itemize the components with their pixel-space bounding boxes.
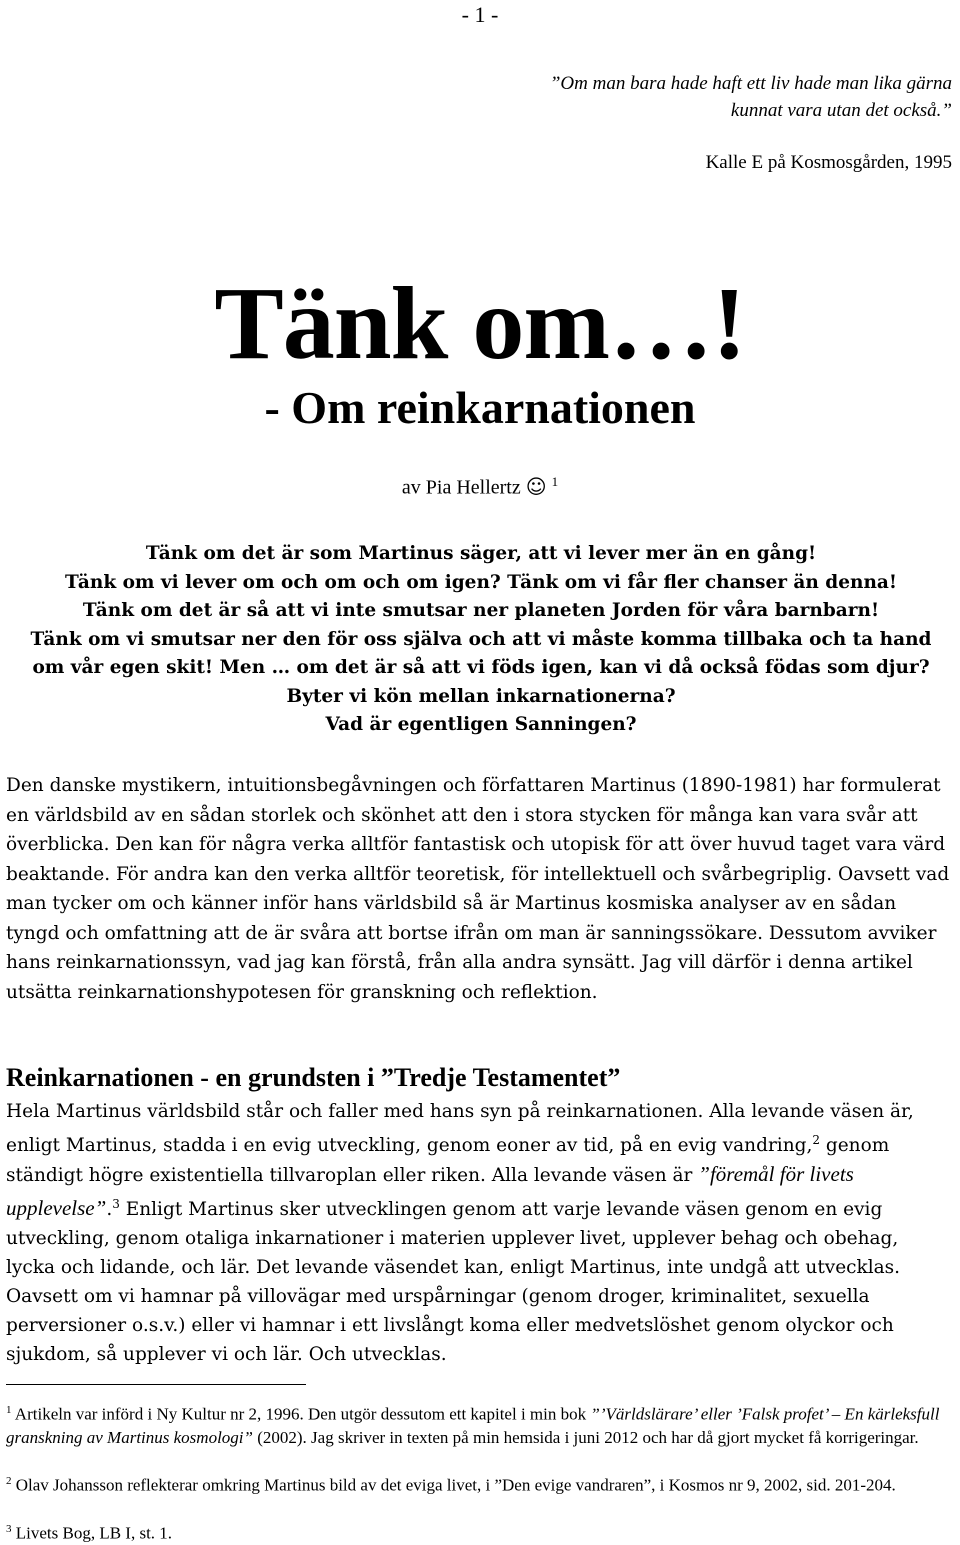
footnote-ref-1: 1 xyxy=(551,474,559,489)
author-text: av Pia Hellertz xyxy=(401,476,521,499)
section-text-2: genom ständigt högre existentiella tillvaroplan eller riken. Alla levande väsen är xyxy=(6,1135,890,1187)
footnote-text: Livets Bog, LB I, st. 1. xyxy=(11,1523,173,1543)
epigraph xyxy=(550,70,952,124)
section-italic-quote: ”föremål för livets upplevelse” xyxy=(6,1162,854,1221)
footnote-text: Artikeln var införd i Ny Kultur nr 2, 1996. Den utgör dessutom ett kapitel i min bok xyxy=(11,1404,591,1424)
footnote-ref-3: 3 xyxy=(112,1197,120,1212)
section-heading: Reinkarnationen - en grundsten i ”Tredje Testamentet” xyxy=(6,1063,621,1092)
lead-line: Byter vi kön mellan inkarnationerna? xyxy=(286,685,676,707)
section-text-1: Hela Martinus världsbild står och faller med hans syn på reinkarnationen. Alla levande väsen är, enligt Martinus, stadda i en evig utveckling, genom eoner av tid, på en evig vandring, xyxy=(6,1101,914,1157)
epigraph-line-2: kunnat vara utan det också.” xyxy=(730,100,952,121)
lead-line: Tänk om det är som Martinus säger, att vi lever mer än en gång! xyxy=(145,543,817,564)
intro-paragraph: Den danske mystikern, intuitionsbegåvningen och författaren Martinus (1890-1981) har formulerat en världsbild av en sådan storlek och skönhet att den i stora stycken för många kan vara svår att överblicka. Den kan för några verka alltför fantastisk och utopisk för att över huvud taget vara värd beaktande. För andra kan den verka alltför teoretisk, för intellektuell och svårbegriplig. Oavsett vad man tycker om och känner inför hans världsbild så är Martinus kosmiska analyser av en sådan tyngd och omfattning att de är svåra att bortse ifrån om man är sanningssökare. Dessutom avviker hans reinkarnationssyn, vad jag kan förstå, från alla andra synsätt. Jag vill därför i denna artikel utsätta reinkarnationshypotesen för granskning och reflektion. xyxy=(6,775,950,1003)
footnote-number: 3 xyxy=(6,1523,12,1535)
footnote-number: 1 xyxy=(6,1404,12,1416)
page-subtitle: - Om reinkarnationen xyxy=(264,382,696,433)
lead-line: om vår egen skit! Men … om det är så att vi föds igen, kan vi då också födas som djur? xyxy=(32,657,930,678)
footnote-1 xyxy=(6,1399,952,1449)
footnote-book-title: ”’Världslärare’ eller ’Falsk profet’ – En kärleksfull granskning av Martinus kosmologi” xyxy=(6,1404,940,1447)
smiley-icon: ☺ xyxy=(525,474,547,499)
section-text-4: Enligt Martinus sker utvecklingen genom att varje levande väsen genom en evig utveckling, genom otaliga inkarnationer i materien upplever livet, upplever behag och obehag, lycka och lidande, och lär. Det levande väsendet kan, enligt Martinus, inte undgå att utvecklas. Oavsett om vi hamnar på villovägar med urspårningar (genom droger, kriminalitet, sexuella perversioner o.s.v.) eller vi hamnar i ett livslångt koma eller medvetslöshet genom olyckor och sjukdom, så upplever vi och lär. Och utvecklas. xyxy=(6,1199,901,1366)
lead-line: Vad är egentligen Sanningen? xyxy=(325,714,637,735)
footnote-ref-2: 2 xyxy=(812,1133,820,1147)
epigraph-line-1: ”Om man bara hade haft ett liv hade man lika gärna xyxy=(549,73,952,94)
lead-line: Tänk om det är så att vi inte smutsar ner planeten Jorden för våra barnbarn! xyxy=(82,600,880,621)
footnote-3 xyxy=(6,1518,952,1545)
footnote-text: (2002). Jag skriver in texten på min hemsida i juni 2012 och har då gjort mycket få korrigeringar. xyxy=(252,1427,919,1447)
lead-line: Tänk om vi smutsar ner den för oss själva och att vi måste komma tillbaka och ta hand xyxy=(30,628,932,650)
section-text-3: . xyxy=(106,1199,113,1221)
section-paragraph xyxy=(6,1097,952,1369)
footnote-divider xyxy=(6,1384,306,1385)
page-title: Tänk om…! xyxy=(214,266,746,381)
lead-questions xyxy=(6,540,956,740)
footnote-2 xyxy=(6,1470,952,1497)
byline xyxy=(0,474,960,500)
epigraph-attribution: Kalle E på Kosmosgården, 1995 xyxy=(705,152,952,173)
lead-line: Tänk om vi lever om och om och om igen? Tänk om vi får fler chanser än denna! xyxy=(64,571,898,593)
footnote-text: Olav Johansson reflekterar omkring Martinus bild av det eviga livet, i ”Den evige vandraren”, i Kosmos nr 9, 2002, sid. 201-204. xyxy=(11,1475,896,1495)
footnote-number: 2 xyxy=(6,1475,12,1487)
page-number: - 1 - xyxy=(461,2,499,27)
